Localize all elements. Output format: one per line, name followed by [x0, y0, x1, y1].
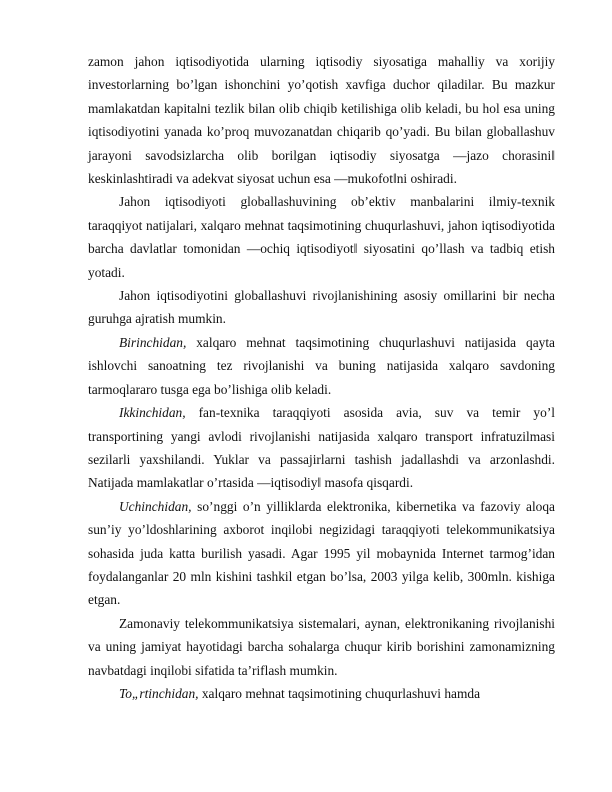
paragraph-6 — [88, 495, 555, 612]
document-body — [88, 50, 555, 705]
paragraph-1 — [88, 50, 555, 190]
paragraph-2 — [88, 190, 555, 284]
paragraph-6-text: so’nggi o’n yilliklarda elektronika, kibernetika va fazoviy aloqa sun’iy yo’ldoshlarining axborot inqilobi negizidagi taraqqiyoti telekommunikatsiya sohasida juda katta burilish yasadi. Agar 1995 yil mobaynida Internet tarmog’idan foydalanganlar 20 mln kishini tashkil etgan bo’lsa, 2003 yilga kelib, 300mln. kishiga etgan. — [88, 498, 555, 608]
paragraph-1-text: zamon jahon iqtisodiyotida ularning iqtisodiy siyosatiga mahalliy va xorijiy investorlarning bo’lgan ishonchini yo’qotish xavfiga duchor qiladilar. Bu mazkur mamlakatdan kapitalni tezlik bilan olib chiqib ketilishiga olib keladi, bu hol esa uning iqtisodiyotini yanada ko’proq muvozanatdan chiqarib qo’yadi. Bu bilan globallashuv jarayoni savodsizlarcha olib borilgan iqtisodiy siyosatga ―jazo chorasini‖ keskinlashtiradi va adekvat siyosat uchun esa ―mukofot‖ni oshiradi. — [88, 54, 555, 187]
paragraph-3-text: Jahon iqtisodiyotini globallashuvi rivojlanishining asosiy omillarini bir necha guruhga ajratish mumkin. — [88, 288, 555, 327]
paragraph-4-text: xalqaro mehnat taqsimotining chuqurlashuvi natijasida qayta ishlovchi sanoatning tez rivojlanishi va buning natijasida xalqaro savdoning tarmoqlararo tusga ega bo’lishiga olib keladi. — [88, 334, 555, 397]
paragraph-4 — [88, 331, 555, 401]
paragraph-5-lead: Ikkinchidan, — [119, 405, 186, 421]
paragraph-7-text: Zamonaviy telekommunikatsiya sistemalari, aynan, elektronikaning rivojlanishi va uning jamiyat hayotidagi barcha sohalarga chuqur kirib borishini zamonamizning navbatdagi inqilobi sifatida ta’riflash mumkin. — [88, 615, 555, 678]
paragraph-3 — [88, 284, 555, 331]
paragraph-4-lead: Birinchidan, — [119, 334, 187, 350]
paragraph-6-lead: Uchinchidan, — [119, 498, 192, 514]
paragraph-8-text: xalqaro mehnat taqsimotining chuqurlashuvi hamda — [198, 685, 481, 701]
paragraph-5 — [88, 401, 555, 495]
paragraph-5-text: fan-texnika taraqqiyoti asosida avia, suv va temir yo’l transportining yangi avlodi rivojlanishi natijasida xalqaro transport infratuzilmasi sezilarli yaxshilandi. Yuklar va passajirlarni tashish jadallashdi va arzonlashdi. Natijada mamlakatlar o’rtasida ―iqtisodiy‖ masofa qisqardi. — [88, 405, 555, 491]
paragraph-8-lead: To„rtinchidan, — [119, 685, 199, 701]
paragraph-8 — [88, 682, 555, 705]
paragraph-7 — [88, 612, 555, 682]
paragraph-2-text: Jahon iqtisodiyoti globallashuvining ob’ektiv manbalarini ilmiy-texnik taraqqiyot natijalari, xalqaro mehnat taqsimotining chuqurlashuvi, jahon iqtisodiyotida barcha davlatlar tomonidan ―ochiq iqtisodiyot‖ siyosatini qo’llash va tadbiq etish yotadi. — [88, 194, 555, 280]
